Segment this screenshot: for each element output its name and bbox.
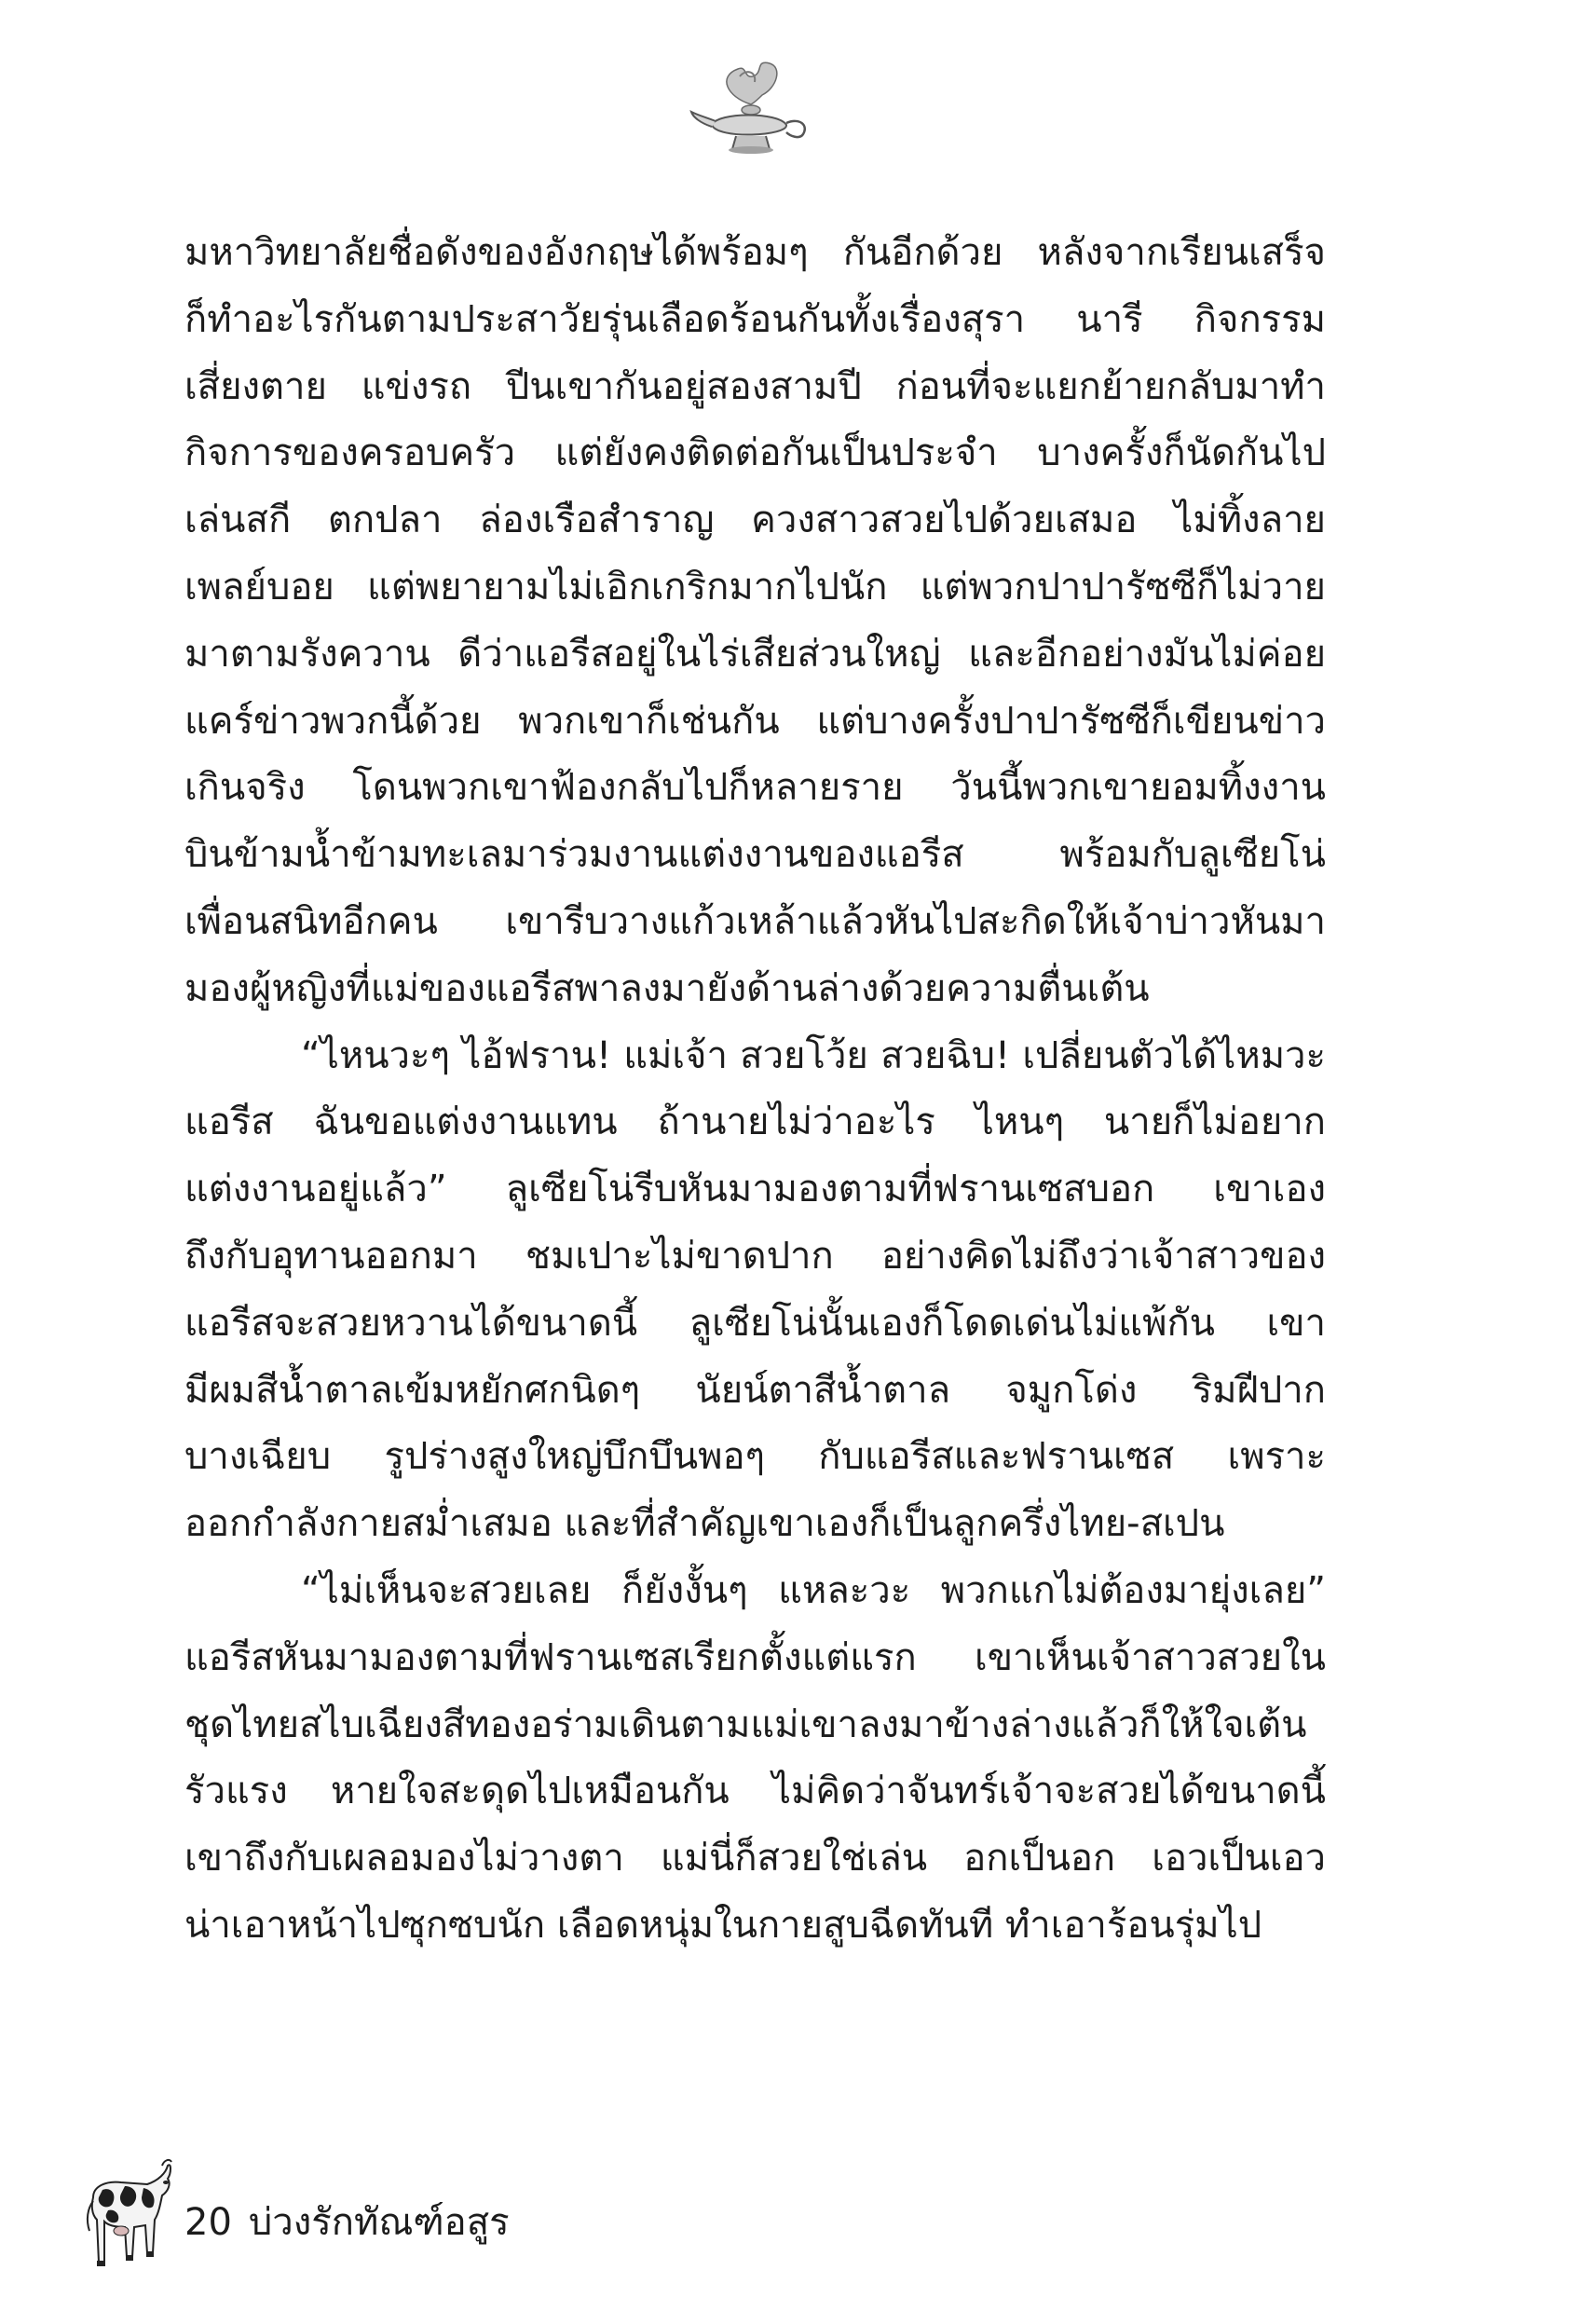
text-line: มหาวิทยาลัยชื่อดังของอังกฤษได้พร้อมๆ กันอีกด้วย หลังจากเรียนเสร็จ bbox=[184, 231, 1326, 274]
text-line: แคร์ข่าวพวกนี้ด้วย พวกเขาก็เช่นกัน แต่บางครั้งปาปารัซซีก็เขียนข่าว bbox=[184, 699, 1326, 743]
text-line: บางเฉียบ รูปร่างสูงใหญ่บึกบึนพอๆ กับแอรีสและฟรานเซส เพราะ bbox=[184, 1435, 1326, 1479]
text-line: แอรีสหันมามองตามที่ฟรานเซสเรียกตั้งแต่แรก เขาเห็นเจ้าสาวสวยใน bbox=[184, 1635, 1326, 1679]
text-line: มาตามรังควาน ดีว่าแอรีสอยู่ในไร่เสียส่วนใหญ่ และอีกอย่างมันไม่ค่อย bbox=[184, 632, 1326, 676]
text-line: รัวแรง หายใจสะดุดไปเหมือนกัน ไม่คิดว่าจันทร์เจ้าจะสวยได้ขนาดนี้ bbox=[184, 1770, 1326, 1813]
text-line: ชุดไทยสไบเฉียงสีทองอร่ามเดินตามแม่เขาลงมาข้างล่างแล้วก็ให้ใจเต้น bbox=[184, 1702, 1307, 1746]
text-line: “ไม่เห็นจะสวยเลย ก็ยังงั้นๆ แหละวะ พวกแกไม่ต้องมายุ่งเลย” bbox=[301, 1568, 1326, 1612]
text-line: เขาถึงกับเผลอมองไม่วางตา แม่นี่ก็สวยใช่เล่น อกเป็นอก เอวเป็นเอว bbox=[184, 1837, 1326, 1880]
text-line: แอรีส ฉันขอแต่งงานแทน ถ้านายไม่ว่าอะไร ไหนๆ นายก็ไม่อยาก bbox=[184, 1101, 1326, 1144]
text-line: มีผมสีน้ำตาลเข้มหยักศกนิดๆ นัยน์ตาสีน้ำตาล จมูกโด่ง ริมฝีปาก bbox=[184, 1368, 1326, 1412]
text-line: ถึงกับอุทานออกมา ชมเปาะไม่ขาดปาก อย่างคิดไม่ถึงว่าเจ้าสาวของ bbox=[184, 1234, 1326, 1278]
text-line: น่าเอาหน้าไปซุกซบนัก เลือดหนุ่มในกายสูบฉีดทันที ทำเอาร้อนรุ่มไป bbox=[184, 1903, 1262, 1947]
book-title: บ่วงรักทัณฑ์อสูร bbox=[248, 2201, 510, 2244]
text-line: บินข้ามน้ำข้ามทะเลมาร่วมงานแต่งงานของแอรีส พร้อมกับลูเซียโน่ bbox=[184, 833, 1326, 877]
text-line: กิจการของครอบครัว แต่ยังคงติดต่อกันเป็นประจำ บางครั้งก็นัดกันไป bbox=[184, 431, 1326, 475]
text-line: ออกกำลังกายสม่ำเสมอ และที่สำคัญเขาเองก็เป็นลูกครึ่งไทย-สเปน bbox=[184, 1502, 1225, 1546]
text-line: เล่นสกี ตกปลา ล่องเรือสำราญ ควงสาวสวยไปด้วยเสมอ ไม่ทิ้งลาย bbox=[184, 499, 1326, 542]
text-line: แต่งงานอยู่แล้ว” ลูเซียโน่รีบหันมามองตามที่ฟรานเซสบอก เขาเอง bbox=[184, 1168, 1326, 1211]
text-line: “ไหนวะๆ ไอ้ฟราน! แม่เจ้า สวยโว้ย สวยฉิบ! เปลี่ยนตัวได้ไหมวะ bbox=[301, 1033, 1326, 1077]
genie-lamp-icon bbox=[689, 56, 820, 158]
text-line: มองผู้หญิงที่แม่ของแอรีสพาลงมายังด้านล่างด้วยความตื่นเต้น bbox=[184, 966, 1150, 1010]
page-footer bbox=[184, 2192, 510, 2251]
text-line: เพื่อนสนิทอีกคน เขารีบวางแก้วเหล้าแล้วหันไปสะกิดให้เจ้าบ่าวหันมา bbox=[184, 899, 1326, 943]
text-line: ก็ทำอะไรกันตามประสาวัยรุ่นเลือดร้อนกันทั้งเรื่องสุรา นารี กิจกรรม bbox=[184, 297, 1326, 341]
body-text bbox=[184, 220, 1326, 1960]
dairy-cow-icon bbox=[75, 2153, 172, 2283]
text-line: เพลย์บอย แต่พยายามไม่เอิกเกริกมากไปนัก แต่พวกปาปารัซซีก็ไม่วาย bbox=[184, 565, 1326, 609]
text-line: แอรีสจะสวยหวานได้ขนาดนี้ ลูเซียโน่นั้นเองก็โดดเด่นไม่แพ้กัน เขา bbox=[184, 1301, 1326, 1345]
text-line: เกินจริง โดนพวกเขาฟ้องกลับไปก็หลายราย วันนี้พวกเขายอมทิ้งงาน bbox=[184, 766, 1326, 810]
page-number: 20 bbox=[184, 2201, 232, 2244]
text-line: เสี่ยงตาย แข่งรถ ปีนเขากันอยู่สองสามปี ก่อนที่จะแยกย้ายกลับมาทำ bbox=[184, 364, 1326, 408]
